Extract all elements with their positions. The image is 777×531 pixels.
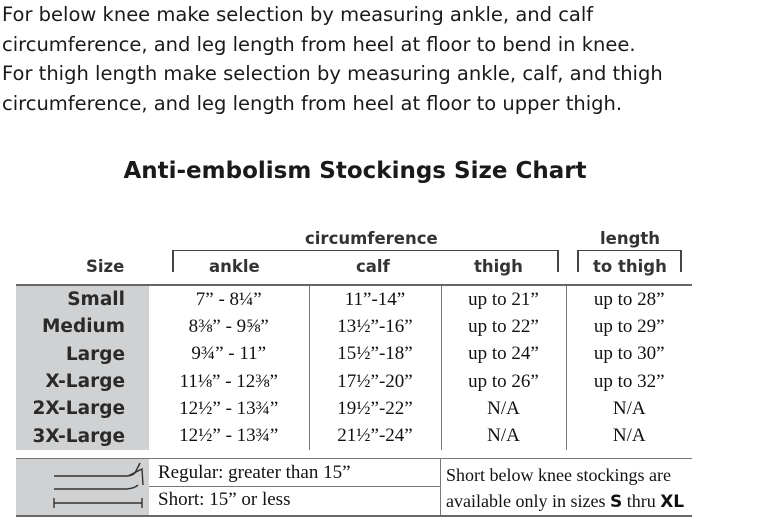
header-to-thigh: to thigh bbox=[593, 257, 667, 276]
instructions bbox=[2, 0, 777, 118]
table-row bbox=[16, 368, 692, 395]
header-thigh: thigh bbox=[474, 257, 523, 276]
leg-length-icon bbox=[16, 459, 149, 515]
thigh-cell: N/A bbox=[441, 422, 566, 449]
bracket-right-tick bbox=[557, 250, 559, 272]
circumference-bracket bbox=[172, 250, 558, 251]
size-chart-table bbox=[16, 284, 692, 450]
thigh-cell: up to 22” bbox=[441, 313, 566, 340]
table-row bbox=[16, 313, 692, 340]
table-row bbox=[16, 422, 692, 449]
chart-title: Anti-embolism Stockings Size Chart bbox=[123, 158, 587, 184]
header-length: length bbox=[600, 229, 661, 248]
table-row bbox=[16, 285, 692, 313]
size-cell: Medium bbox=[16, 313, 149, 340]
note-thru: thru bbox=[626, 491, 656, 511]
size-cell: 2X-Large bbox=[16, 395, 149, 422]
ankle-cell: 9¾” - 11” bbox=[191, 343, 267, 365]
length-cell: N/A bbox=[566, 422, 692, 449]
legend-row bbox=[16, 458, 692, 517]
length-cell: up to 30” bbox=[566, 341, 692, 368]
thigh-cell: N/A bbox=[441, 395, 566, 422]
availability-note bbox=[446, 462, 696, 515]
size-cell: X-Large bbox=[16, 368, 149, 395]
length-bracket bbox=[577, 250, 681, 251]
ankle-cell: 12½” - 13¾” bbox=[179, 425, 279, 447]
thigh-cell: up to 21” bbox=[441, 285, 566, 313]
calf-cell: 21½”-24” bbox=[309, 422, 441, 449]
length-bracket-left bbox=[577, 250, 579, 272]
thigh-cell: up to 26” bbox=[441, 368, 566, 395]
length-bracket-right bbox=[680, 250, 682, 272]
size-cell: Small bbox=[16, 285, 149, 313]
instruction-line: For thigh length make selection by measuring ankle, calf, and thigh bbox=[2, 62, 663, 85]
table-row bbox=[16, 341, 692, 368]
header-ankle: ankle bbox=[209, 257, 260, 276]
calf-cell: 15½”-18” bbox=[309, 341, 441, 368]
note-divider bbox=[440, 459, 441, 515]
calf-cell: 11”-14” bbox=[309, 285, 441, 313]
calf-cell: 13½”-16” bbox=[309, 313, 441, 340]
calf-cell: 17½”-20” bbox=[309, 368, 441, 395]
ankle-cell: 12½” - 13¾” bbox=[179, 397, 279, 419]
size-cell: Large bbox=[16, 341, 149, 368]
size-cell: 3X-Large bbox=[16, 422, 149, 449]
header-calf: calf bbox=[356, 257, 390, 276]
length-cell: N/A bbox=[566, 395, 692, 422]
bracket-left-tick bbox=[172, 250, 174, 272]
note-text: Short below knee stockings are available only in sizes bbox=[446, 465, 671, 511]
length-cell: up to 29” bbox=[566, 313, 692, 340]
regular-length-label: Regular: greater than 15” bbox=[158, 462, 351, 483]
ankle-cell: 8⅜” - 9⅝” bbox=[188, 315, 269, 337]
ankle-cell: 7” - 8¼” bbox=[149, 285, 309, 313]
ankle-cell: 11⅛” - 12⅜” bbox=[179, 370, 278, 392]
note-size-from: S bbox=[609, 492, 623, 512]
header-size: Size bbox=[86, 257, 125, 276]
instruction-line: For below knee make selection by measuring ankle, and calf bbox=[2, 3, 594, 26]
table-row bbox=[16, 395, 692, 422]
instruction-line: circumference, and leg length from heel at floor to upper thigh. bbox=[2, 91, 623, 115]
instruction-line: circumference, and leg length from heel at floor to bend in knee. bbox=[2, 32, 636, 56]
length-cell: up to 32” bbox=[566, 368, 692, 395]
thigh-cell: up to 24” bbox=[441, 341, 566, 368]
note-size-to: XL bbox=[660, 492, 685, 512]
short-length-label: Short: 15” or less bbox=[158, 489, 291, 510]
length-cell: up to 28” bbox=[566, 285, 692, 313]
header-circumference: circumference bbox=[305, 229, 438, 248]
calf-cell: 19½”-22” bbox=[309, 395, 441, 422]
legend-divider bbox=[149, 486, 440, 487]
